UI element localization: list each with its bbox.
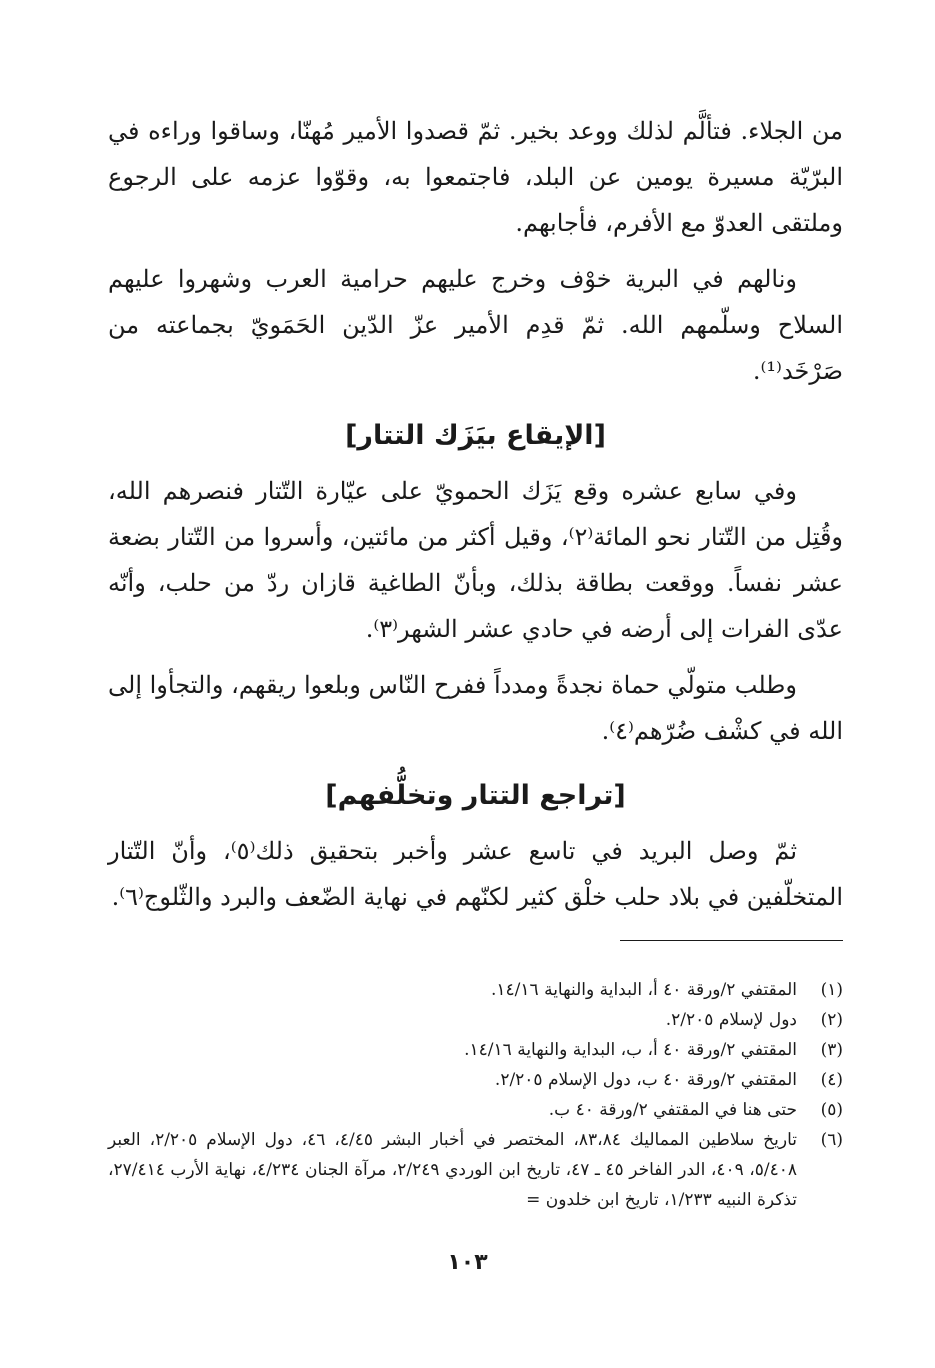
footnote-text: تاريخ سلاطين المماليك ٨٣،٨٤، المختصر في أخبار البشر ٤/٤٥، ٤٦، دول الإسلام ٢/٢٠٥، العبر ٥/٤٠٨، ٤٠٩، الدر الفاخر ٤٥ ـ ٤٧، تاريخ ابن الوردي ٢/٢٤٩، مرآة الجنان ٤/٢٣٤، نهاية الأرب ٢٧/٤١٤، تذكرة النبيه ١/٢٣٣، تاريخ ابن خلدون =: [108, 1130, 798, 1210]
main-text: [108, 108, 843, 920]
footnote-text: حتى هنا في المقتفي ٢/ورقة ٤٠ ب.: [548, 1100, 797, 1120]
footnote-number: (٦): [820, 1130, 843, 1150]
footnote-separator: [620, 940, 843, 941]
footnote-number: (٥): [820, 1100, 843, 1120]
paragraph-5: ثمّ وصل البريد في تاسع عشر وأخبر بتحقيق ذلك⁽٥⁾، وأنّ التّتار المتخلّفين في بلاد حلب خلْق كثير لكنّهم في نهاية الضّعف والبرد والثّلوج⁽٦⁾.: [108, 837, 843, 911]
section-heading-2: [تراجع التتار وتخلُّفهم]: [325, 780, 626, 811]
footnote-number: (٢): [820, 1010, 843, 1030]
footnote-number: (٤): [820, 1070, 843, 1090]
footnote-text: المقتفي ٢/ورقة ٤٠ أ، ب، البداية والنهاية ١٤/١٦.: [464, 1040, 797, 1060]
footnote-item: [108, 1095, 843, 1125]
footnote-text: المقتفي ٢/ورقة ٤٠ أ، البداية والنهاية ١٤/١٦.: [491, 980, 797, 1000]
footnote-item: [108, 1065, 843, 1095]
footnote-item: [108, 1035, 843, 1065]
paragraph-1: من الجلاء. فتألَّم لذلك ووعد بخير. ثمّ قصدوا الأمير مُهنّا، وساقوا وراءه في البرّيّة مسيرة يومين عن البلد، فاجتمعوا به، وقوّوا عزمه على الرجوع وملتقى العدوّ مع الأفرم، فأجابهم.: [108, 117, 843, 237]
paragraph-3: وفي سابع عشره وقع يَزَك الحمويّ على عيّارة التّتار فنصرهم الله، وقُتِل من التّتار نحو المائة⁽٢⁾، وقيل أكثر من مائتين، وأسروا من التّتار بضعة عشر نفساً. ووقعت بطاقة بذلك، وبأنّ الطاغية قازان ردّ من حلب، وأنّه عدّى الفرات إلى أرضه في حادي عشر الشهر⁽٣⁾.: [108, 477, 844, 643]
footnote-item: [108, 975, 843, 1005]
paragraph-2: ونالهم في البرية خوْف وخرج عليهم حرامية العرب وشهروا عليهم السلاح وسلّمهم الله. ثمّ قدِم الأمير عزّ الدّين الحَمَويّ بجماعته من صَرْخَد⁽¹⁾.: [108, 265, 843, 385]
footnote-text: دول لإسلام ٢/٢٠٥.: [665, 1010, 797, 1030]
footnotes: [108, 975, 843, 1215]
footnote-text: المقتفي ٢/ورقة ٤٠ ب، دول الإسلام ٢/٢٠٥.: [494, 1070, 797, 1090]
footnote-number: (٣): [820, 1040, 843, 1060]
section-heading-1: [الإيقاع بيَزَك التتار]: [345, 420, 606, 451]
footnote-item: [108, 1005, 843, 1035]
footnote-item: [108, 1125, 843, 1215]
paragraph-4: وطلب متولّي حماة نجدةً ومدداً ففرح النّاس وبلعوا ريقهم، والتجأوا إلى الله في كشْف ضُرّهم⁽٤⁾.: [108, 671, 843, 745]
footnote-number: (١): [820, 980, 843, 1000]
page-number: ١٠٣: [447, 1250, 488, 1275]
